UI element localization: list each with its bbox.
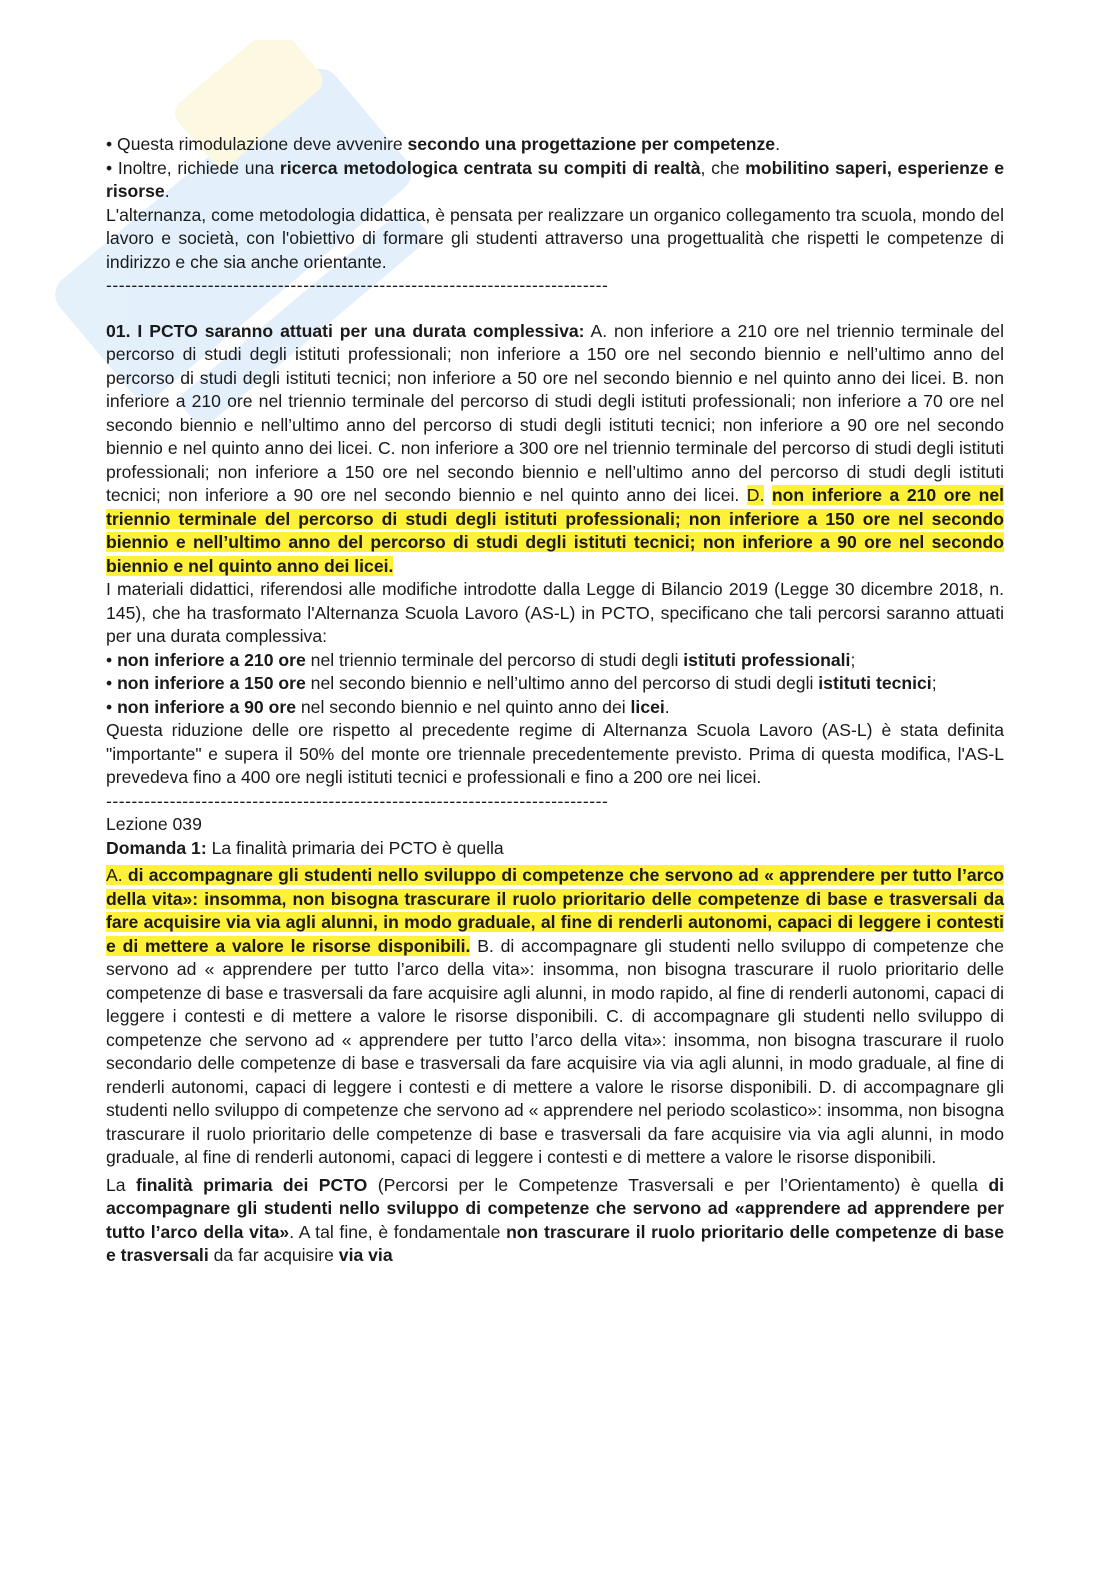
correct-answer-highlight: di accompagnare gli studenti nello sviluppo di competenze che servono ad « apprendere per tutto l’arco della vita»: insomma, non bisogna trascurare il ruolo prioritario delle competenze di base e trasversali da fare acquisire via via agli alunni, in modo graduale, al fine di renderli autonomi, capaci di leggere i contesti e di mettere a valore le risorse disponibili. <box>106 865 1004 956</box>
domanda-1-options: A. di accompagnare gli studenti nello sviluppo di competenze che servono ad « apprendere per tutto l’arco della vita»: insomma, non bisogna trascurare il ruolo prioritario delle competenze di base e trasversali da fare acquisire via via agli alunni, in modo graduale, al fine di renderli autonomi, capaci di leggere i contesti e di mettere a valore le risorse disponibili. B. di accompagnare gli studenti nello sviluppo di competenze che servono ad « apprendere per tutto l’arco della vita»: insomma, non bisogna trascurare il ruolo prioritario delle competenze di base e trasversali da fare acquisire agli alunni, in modo rapido, al fine di renderli autonomi, capaci di leggere i contesti e di mettere a valore le risorse disponibili. C. di accompagnare gli studenti nello sviluppo di competenze che servono ad « apprendere per tutto l’arco della vita»: insomma, non bisogna trascurare il ruolo secondario delle competenze di base e trasversali da fare acquisire via via agli alunni, in modo graduale, al fine di renderli autonomi, capaci di leggere i contesti e di mettere a valore le risorse disponibili. D. di accompagnare gli studenti nello sviluppo di competenze che servono ad « apprendere nel periodo scolastico»: insomma, non bisogna trascurare il ruolo prioritario delle competenze di base e trasversali da fare acquisire via via agli alunni, in modo graduale, al fine di renderli autonomi, capaci di leggere i contesti e di mettere a valore le risorse disponibili. <box>106 865 1004 1167</box>
document-page <box>106 133 1004 1268</box>
explanation-bullet-2: • non inferiore a 150 ore nel secondo biennio e nell’ultimo anno del percorso di studi degli istituti tecnici; <box>106 673 937 693</box>
domanda-1-explanation: La finalità primaria dei PCTO (Percorsi per le Competenze Trasversali e per l’Orientamento) è quella di accompagnare gli studenti nello sviluppo di competenze che servono ad «apprendere ad apprendere per tutto l’arco della vita». A tal fine, è fondamentale non trascurare il ruolo prioritario delle competenze di base e trasversali da far acquisire via via <box>106 1174 1004 1265</box>
explanation-bullet-1: • non inferiore a 210 ore nel triennio terminale del percorso di studi degli istituti professionali; <box>106 649 856 670</box>
intro-paragraph: L'alternanza, come metodologia didattica, è pensata per realizzare un organico collegamento tra scuola, mondo del lavoro e società, con l'obiettivo di formare gli studenti attraverso una progettualità che rispetti le competenze di indirizzo e che sia anche orientante. <box>106 204 1004 272</box>
answer-letter-highlight: A. <box>106 865 123 885</box>
question-01: 01. I PCTO saranno attuati per una durata complessiva: A. non inferiore a 210 ore nel triennio terminale del percorso di studi degli istituti professionali; non inferiore a 150 ore nel secondo biennio e nell’ultimo anno del percorso di studi degli istituti tecnici; non inferiore a 50 ore nel secondo biennio e nel quinto anno dei licei. B. non inferiore a 210 ore nel triennio terminale del percorso di studi degli istituti professionali; non inferiore a 70 ore nel secondo biennio e nell’ultimo anno del percorso di studi degli istituti tecnici; non inferiore a 90 ore nel secondo biennio e nel quinto anno dei licei. C. non inferiore a 300 ore nel triennio terminale del percorso di studi degli istituti professionali; non inferiore a 150 ore nel secondo biennio e nell’ultimo anno del percorso di studi degli istituti tecnici; non inferiore a 90 ore nel secondo biennio e nel quinto anno dei licei. D. non inferiore a 210 ore nel triennio terminale del percorso di studi degli istituti professionali; non inferiore a 150 ore nel secondo biennio e nell’ultimo anno del percorso di studi degli istituti tecnici; non inferiore a 90 ore nel secondo biennio e nel quinto anno dei licei. <box>106 320 1005 576</box>
lesson-heading: Lezione 039 <box>106 814 202 834</box>
domanda-1: Domanda 1: La finalità primaria dei PCTO è quella <box>106 837 504 858</box>
explanation-bullet-3: • non inferiore a 90 ore nel secondo biennio e nel quinto anno dei licei. <box>106 696 670 717</box>
intro-bullet-2: • Inoltre, richiede una ricerca metodologica centrata su compiti di realtà, che mobilitino saperi, esperienze e risorse. <box>106 157 1005 201</box>
separator-line: ------------------------------------------------------------------------------- <box>106 275 609 295</box>
answer-letter-highlight: D. <box>746 485 765 505</box>
question-01-explanation: I materiali didattici, riferendosi alle modifiche introdotte dalla Legge di Bilancio 2019 (Legge 30 dicembre 2018, n. 145), che ha trasformato l'Alternanza Scuola Lavoro (AS-L) in PCTO, specificano che tali percorsi saranno attuati per una durata complessiva: <box>106 579 1004 646</box>
intro-bullet-1: • Questa rimodulazione deve avvenire secondo una progettazione per competenze. <box>106 134 780 154</box>
question-01-conclusion: Questa riduzione delle ore rispetto al precedente regime di Alternanza Scuola Lavoro (AS-L) è stata definita "importante" e supera il 50% del monte ore triennale precedentemente previsto. Prima di questa modifica, l'AS-L prevedeva fino a 400 ore negli istituti tecnici e professionali e fino a 200 ore nei licei. <box>106 720 1004 787</box>
separator-line: ------------------------------------------------------------------------------- <box>106 790 609 811</box>
correct-answer-highlight: non inferiore a 210 ore nel triennio terminale del percorso di studi degli istituti professionali; non inferiore a 150 ore nel secondo biennio e nell’ultimo anno del percorso di studi degli istituti tecnici; non inferiore a 90 ore nel secondo biennio e nel quinto anno dei licei. <box>106 485 1005 576</box>
